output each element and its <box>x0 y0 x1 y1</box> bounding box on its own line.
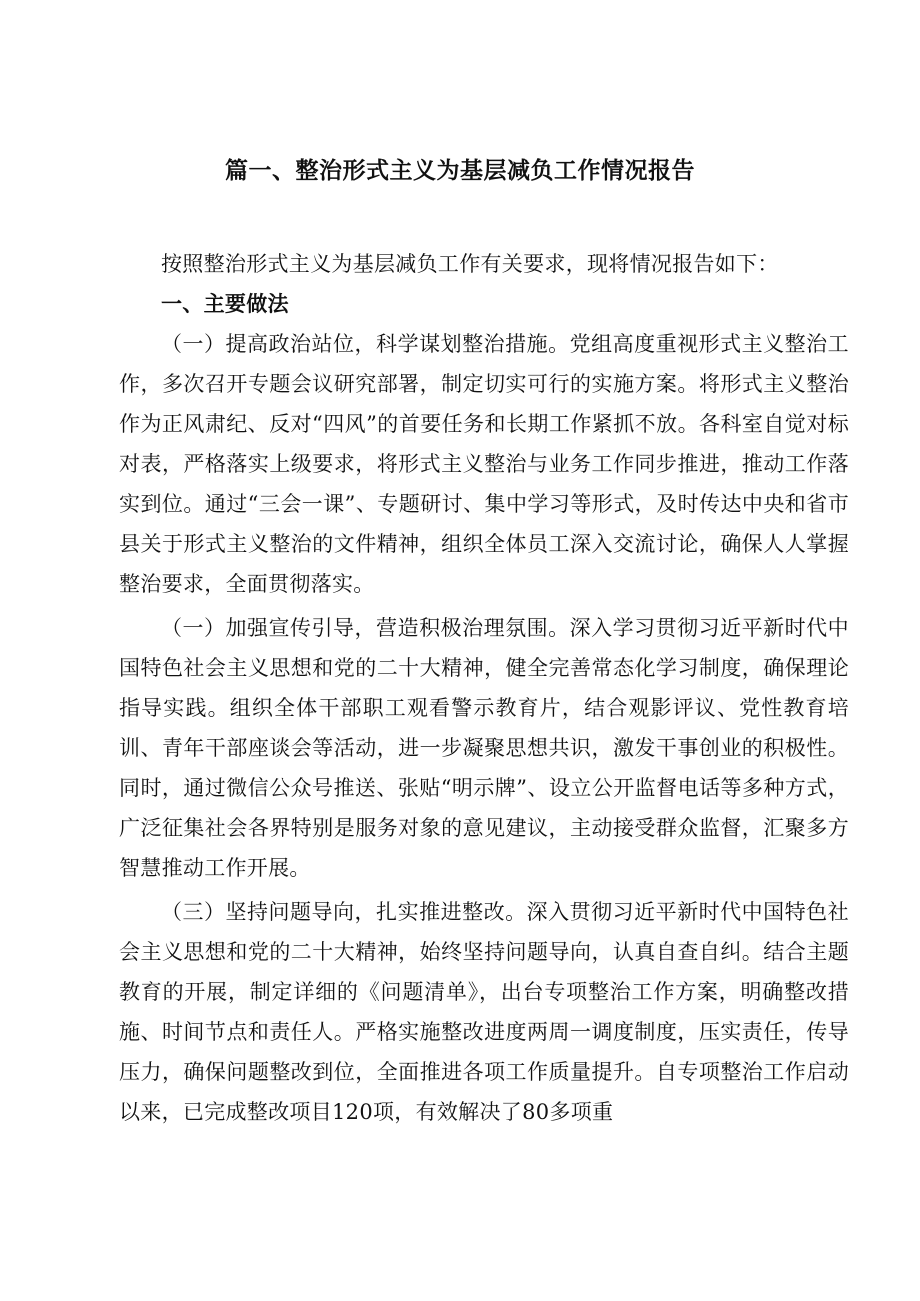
section-heading: 一、主要做法 <box>161 292 289 316</box>
intro-paragraph: 按照整治形式主义为基层减负工作有关要求，现将情况报告如下： <box>161 252 779 276</box>
document-title: 篇一、整治形式主义为基层减负工作情况报告 <box>225 158 695 184</box>
body-paragraph-2: （一）加强宣传引导，营造积极治理氛围。深入学习贯彻习近平新时代中国特色社会主义思想和党的二十大精神，健全完善常态化学习制度，确保理论指导实践。组织全体干部职工观看警示教育片，结合观影评议、党性教育培训、青年干部座谈会等活动，进一步凝聚思想共识，激发干事创业的积极性。同时，通过微信公众号推送、张贴“明示牌”、设立公开监督电话等多种方式，广泛征集社会各界特别是服务对象的意见建议，主动接受群众监督，汇聚多方智慧推动工作开展。 <box>119 616 849 880</box>
body-paragraph-1: （一）提高政治站位，科学谋划整治措施。党组高度重视形式主义整治工作，多次召开专题会议研究部署，制定切实可行的实施方案。将形式主义整治作为正风肃纪、反对“四风”的首要任务和长期工作紧抓不放。各科室自觉对标对表，严格落实上级要求，将形式主义整治与业务工作同步推进，推动工作落实到位。通过“三会一课”、专题研讨、集中学习等形式，及时传达中央和省市县关于形式主义整治的文件精神，组织全体员工深入交流讨论，确保人人掌握整治要求，全面贯彻落实。 <box>119 332 849 596</box>
body-paragraph-3: （三）坚持问题导向，扎实推进整改。深入贯彻习近平新时代中国特色社会主义思想和党的二十大精神，始终坚持问题导向，认真自查自纠。结合主题教育的开展，制定详细的《问题清单》，出台专项整治工作方案，明确整改措施、时间节点和责任人。严格实施整改进度两周一调度制度，压实责任，传导压力，确保问题整改到位，全面推进各项工作质量提升。自专项整治工作启动以来，已完成整改项目120项，有效解决了80多项重 <box>119 900 849 1124</box>
document-body <box>119 244 849 1132</box>
